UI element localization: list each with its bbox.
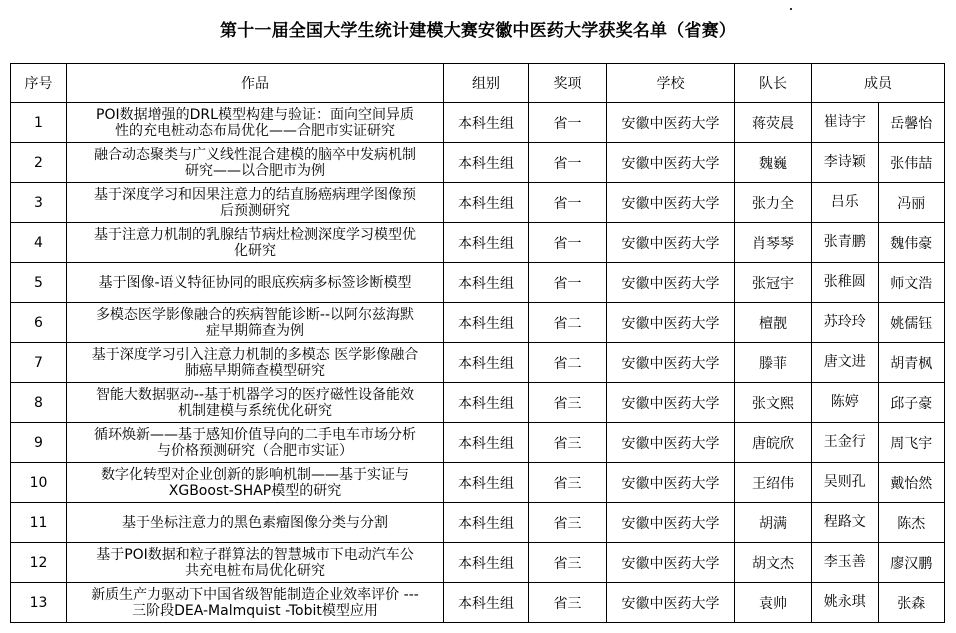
row-school: 安徽中医药大学 xyxy=(607,263,735,303)
row-index: 7 xyxy=(11,343,67,383)
row-award: 省一 xyxy=(529,263,607,303)
work-title-line: 后预测研究 xyxy=(220,202,290,219)
member-2: 周飞宇 xyxy=(890,435,933,452)
members-pair xyxy=(812,343,944,382)
row-leader: 胡文杰 xyxy=(735,543,812,583)
header-members: 成员 xyxy=(812,64,945,103)
member-2: 廖汉鹏 xyxy=(890,555,933,572)
work-title-line: 基于注意力机制的乳腺结节病灶检测深度学习模型优 xyxy=(94,226,416,243)
row-members xyxy=(812,583,945,623)
table-row xyxy=(11,263,945,303)
row-award: 省三 xyxy=(529,543,607,583)
work-title-line: 循环焕新——基于感知价值导向的二手电车市场分析 xyxy=(94,426,416,443)
row-members xyxy=(812,463,945,503)
member-1: 苏玲玲 xyxy=(812,303,879,342)
row-school: 安徽中医药大学 xyxy=(607,103,735,143)
row-work xyxy=(67,463,444,503)
work-title-line: 基于深度学习和因果注意力的结直肠癌病理学图像预 xyxy=(94,186,416,203)
member-1: 吕乐 xyxy=(812,183,879,222)
row-leader: 肖琴琴 xyxy=(735,223,812,263)
row-leader: 张力全 xyxy=(735,183,812,223)
row-work xyxy=(67,103,444,143)
row-index: 6 xyxy=(11,303,67,343)
table-row xyxy=(11,143,945,183)
table-row xyxy=(11,503,945,543)
row-award: 省二 xyxy=(529,343,607,383)
row-members xyxy=(812,423,945,463)
member-2: 邱子豪 xyxy=(890,395,933,412)
row-group: 本科生组 xyxy=(444,303,529,343)
row-school: 安徽中医药大学 xyxy=(607,383,735,423)
table-row xyxy=(11,583,945,623)
header-award: 奖项 xyxy=(529,64,607,103)
row-school: 安徽中医药大学 xyxy=(607,583,735,623)
row-index: 5 xyxy=(11,263,67,303)
row-leader: 胡满 xyxy=(735,503,812,543)
row-work xyxy=(67,423,444,463)
row-work xyxy=(67,503,444,543)
work-title-line: 化研究 xyxy=(234,242,276,259)
work-title-line: 共充电桩布局优化研究 xyxy=(185,562,325,579)
table-row xyxy=(11,103,945,143)
row-work xyxy=(67,143,444,183)
work-title-line: 新质生产力驱动下中国省级智能制造企业效率评价 --- xyxy=(91,586,419,603)
work-title-line: POI数据增强的DRL模型构建与验证：面向空间异质 xyxy=(96,106,414,123)
work-title-line: 智能大数据驱动--基于机器学习的医疗磁性设备能效 xyxy=(95,386,415,403)
header-index: 序号 xyxy=(11,64,67,103)
member-2: 魏伟豪 xyxy=(890,235,933,252)
row-leader: 张冠宇 xyxy=(735,263,812,303)
table-row xyxy=(11,463,945,503)
row-work xyxy=(67,223,444,263)
page-title: 第十一届全国大学生统计建模大赛安徽中医药大学获奖名单（省赛） xyxy=(220,21,736,41)
header-leader: 队长 xyxy=(735,64,812,103)
member-1: 唐文进 xyxy=(812,343,879,382)
row-award: 省三 xyxy=(529,583,607,623)
work-title-line: 三阶段DEA-Malmquist -Tobit模型应用 xyxy=(132,602,378,619)
member-1: 吴则孔 xyxy=(812,463,879,502)
row-leader: 王绍伟 xyxy=(735,463,812,503)
work-title-line: 基于图像-语义特征协同的眼底疾病多标签诊断模型 xyxy=(98,274,412,291)
row-members xyxy=(812,303,945,343)
row-group: 本科生组 xyxy=(444,463,529,503)
work-title-line: 融合动态聚类与广义线性混合建模的脑卒中发病机制 xyxy=(94,146,416,163)
members-pair xyxy=(812,103,944,142)
member-1: 崔诗宇 xyxy=(812,103,879,142)
row-school: 安徽中医药大学 xyxy=(607,423,735,463)
row-index: 8 xyxy=(11,383,67,423)
row-group: 本科生组 xyxy=(444,223,529,263)
row-group: 本科生组 xyxy=(444,543,529,583)
header-work: 作品 xyxy=(67,64,444,103)
member-2: 姚儒钰 xyxy=(890,315,933,332)
row-index: 1 xyxy=(11,103,67,143)
work-title-line: 基于POI数据和粒子群算法的智慧城市下电动汽车公 xyxy=(96,546,414,563)
members-pair xyxy=(812,423,944,462)
row-school: 安徽中医药大学 xyxy=(607,183,735,223)
row-index: 2 xyxy=(11,143,67,183)
row-award: 省三 xyxy=(529,463,607,503)
award-table xyxy=(10,63,945,623)
row-group: 本科生组 xyxy=(444,383,529,423)
row-index: 3 xyxy=(11,183,67,223)
work-title-line: XGBoost-SHAP模型的研究 xyxy=(168,482,342,499)
work-title-line: 基于坐标注意力的黑色素瘤图像分类与分割 xyxy=(122,514,388,531)
table-body xyxy=(11,103,945,623)
work-title-line: 数字化转型对企业创新的影响机制——基于实证与 xyxy=(101,466,409,483)
row-index: 11 xyxy=(11,503,67,543)
member-2: 戴怡然 xyxy=(890,475,933,492)
member-1: 程路文 xyxy=(812,503,879,542)
member-1: 李玉善 xyxy=(812,543,879,582)
members-pair xyxy=(812,463,944,502)
header-row xyxy=(11,64,945,103)
row-members xyxy=(812,263,945,303)
row-work xyxy=(67,583,444,623)
row-work xyxy=(67,343,444,383)
member-1: 王金行 xyxy=(812,423,879,462)
row-members xyxy=(812,343,945,383)
row-leader: 张文熙 xyxy=(735,383,812,423)
member-1: 姚永琪 xyxy=(812,583,879,622)
row-leader: 蒋荧晨 xyxy=(735,103,812,143)
row-leader: 滕菲 xyxy=(735,343,812,383)
header-school: 学校 xyxy=(607,64,735,103)
member-2: 师文浩 xyxy=(890,275,933,292)
row-index: 4 xyxy=(11,223,67,263)
row-work xyxy=(67,263,444,303)
member-1: 陈婷 xyxy=(812,383,879,422)
row-school: 安徽中医药大学 xyxy=(607,343,735,383)
row-work xyxy=(67,543,444,583)
member-2: 胡青枫 xyxy=(890,355,933,372)
row-award: 省一 xyxy=(529,223,607,263)
member-2: 张伟喆 xyxy=(890,155,933,172)
work-title-line: 症早期筛查为例 xyxy=(206,322,304,339)
row-award: 省一 xyxy=(529,103,607,143)
row-members xyxy=(812,223,945,263)
work-title-line: 多模态医学影像融合的疾病智能诊断--以阿尔兹海默 xyxy=(95,306,415,323)
row-award: 省三 xyxy=(529,503,607,543)
work-title-line: 性的充电桩动态布局优化——合肥市实证研究 xyxy=(115,122,395,139)
members-pair xyxy=(812,183,944,222)
row-index: 10 xyxy=(11,463,67,503)
row-leader: 袁帅 xyxy=(735,583,812,623)
row-group: 本科生组 xyxy=(444,143,529,183)
row-school: 安徽中医药大学 xyxy=(607,463,735,503)
table-row xyxy=(11,183,945,223)
row-group: 本科生组 xyxy=(444,343,529,383)
members-pair xyxy=(812,263,944,302)
work-title-line: 机制建模与系统优化研究 xyxy=(178,402,332,419)
row-group: 本科生组 xyxy=(444,423,529,463)
member-1: 张稚圆 xyxy=(812,263,879,302)
table-row xyxy=(11,383,945,423)
table-row xyxy=(11,343,945,383)
members-pair xyxy=(812,543,944,582)
members-pair xyxy=(812,303,944,342)
row-school: 安徽中医药大学 xyxy=(607,503,735,543)
header-group: 组别 xyxy=(444,64,529,103)
row-members xyxy=(812,503,945,543)
stray-dot xyxy=(790,8,792,10)
row-award: 省二 xyxy=(529,303,607,343)
row-group: 本科生组 xyxy=(444,583,529,623)
row-index: 13 xyxy=(11,583,67,623)
table-row xyxy=(11,543,945,583)
row-school: 安徽中医药大学 xyxy=(607,543,735,583)
row-index: 12 xyxy=(11,543,67,583)
row-group: 本科生组 xyxy=(444,103,529,143)
row-leader: 唐皖欣 xyxy=(735,423,812,463)
members-pair xyxy=(812,223,944,262)
member-2: 陈杰 xyxy=(897,515,926,532)
row-members xyxy=(812,543,945,583)
row-leader: 魏巍 xyxy=(735,143,812,183)
row-school: 安徽中医药大学 xyxy=(607,303,735,343)
members-pair xyxy=(812,383,944,422)
row-work xyxy=(67,183,444,223)
member-2: 张森 xyxy=(897,595,926,612)
row-group: 本科生组 xyxy=(444,503,529,543)
row-members xyxy=(812,183,945,223)
row-members xyxy=(812,143,945,183)
members-pair xyxy=(812,583,944,622)
member-1: 张青鹏 xyxy=(812,223,879,262)
member-2: 冯丽 xyxy=(897,195,926,212)
table-row xyxy=(11,303,945,343)
table-row xyxy=(11,223,945,263)
row-school: 安徽中医药大学 xyxy=(607,143,735,183)
row-award: 省一 xyxy=(529,183,607,223)
work-title-line: 肺癌早期筛查模型研究 xyxy=(185,362,325,379)
members-pair xyxy=(812,143,944,182)
row-members xyxy=(812,383,945,423)
row-index: 9 xyxy=(11,423,67,463)
table-row xyxy=(11,423,945,463)
row-work xyxy=(67,383,444,423)
work-title-line: 研究——以合肥市为例 xyxy=(185,162,325,179)
row-school: 安徽中医药大学 xyxy=(607,223,735,263)
work-title-line: 与价格预测研究（合肥市实证） xyxy=(157,442,353,459)
work-title-line: 基于深度学习引入注意力机制的多模态 医学影像融合 xyxy=(91,346,419,363)
member-2: 岳馨怡 xyxy=(890,115,933,132)
row-award: 省三 xyxy=(529,383,607,423)
member-1: 李诗颖 xyxy=(812,143,879,182)
row-group: 本科生组 xyxy=(444,263,529,303)
row-award: 省一 xyxy=(529,143,607,183)
members-pair xyxy=(812,503,944,542)
row-group: 本科生组 xyxy=(444,183,529,223)
row-members xyxy=(812,103,945,143)
row-award: 省三 xyxy=(529,423,607,463)
row-work xyxy=(67,303,444,343)
row-leader: 檀靓 xyxy=(735,303,812,343)
